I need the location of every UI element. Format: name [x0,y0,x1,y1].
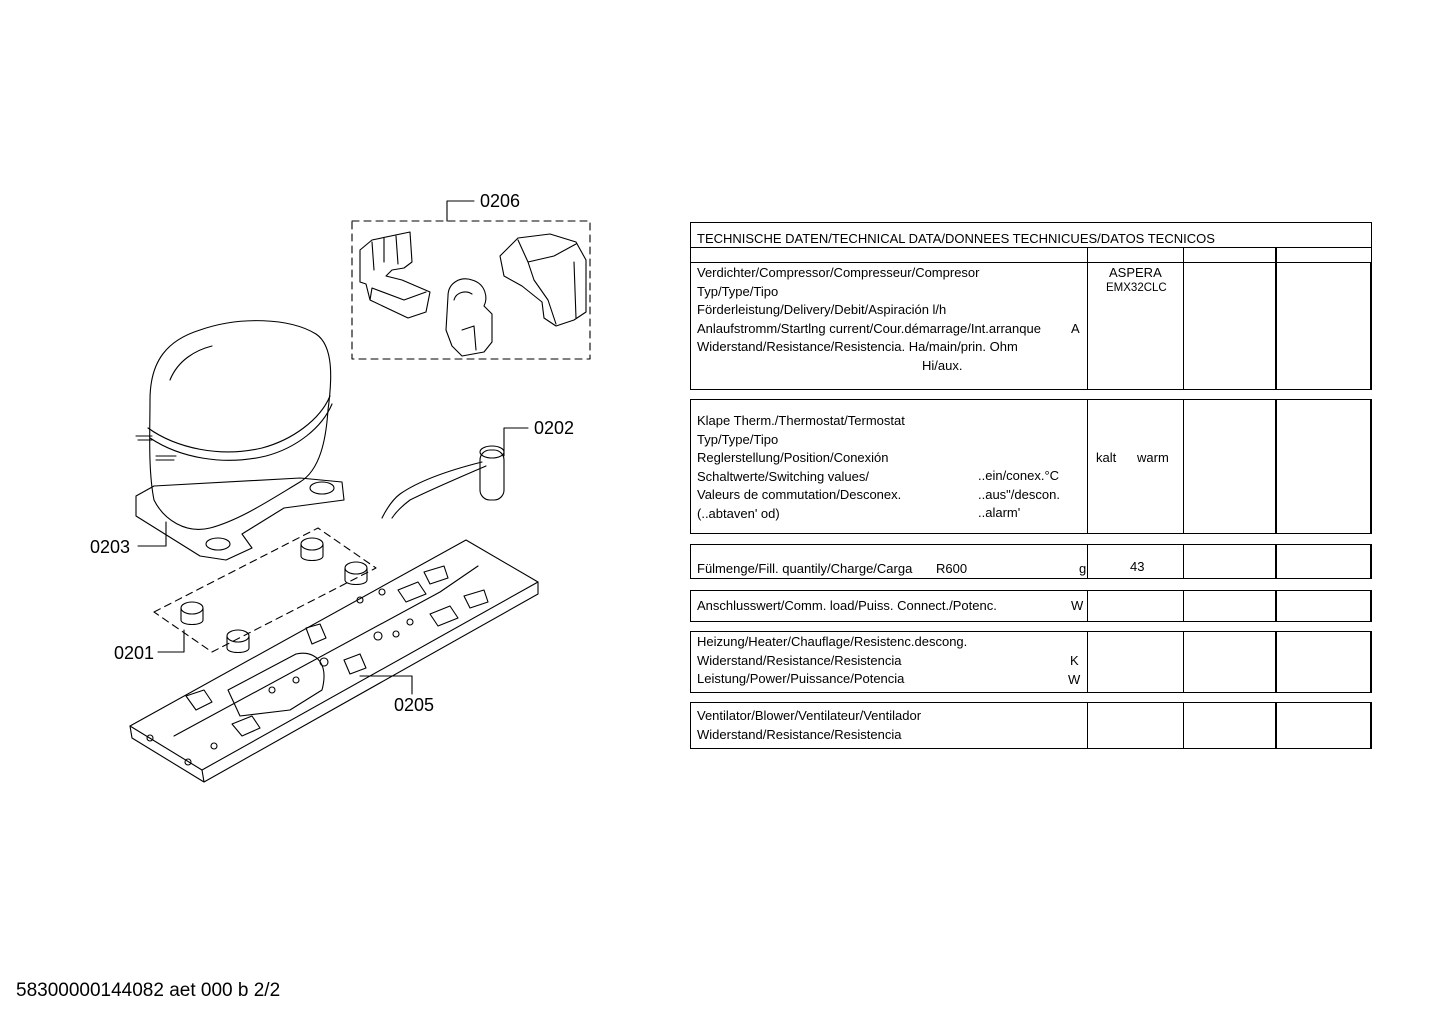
kalt-label: kalt [1096,450,1117,465]
starter-relay [446,279,492,356]
compressor-section [690,263,1372,390]
suction-pipe [136,436,176,460]
thermostat-line: Schaltwerte/Switching values/ [697,468,869,484]
relay-cover-kit [352,201,590,359]
blower-section [690,702,1372,749]
heater-section [690,631,1372,693]
fill-value: 43 [1130,559,1145,574]
heater-line: Heizung/Heater/Chauflage/Resistenc.descong. [697,634,968,649]
document-reference: 58300000144082 aet 000 b 2/2 [16,980,281,1001]
compressor-model: EMX32CLC [1106,282,1167,294]
callout-0202: 0202 [534,418,575,438]
connected-load-section [690,590,1372,622]
ein-label: ..ein/conex.°C [978,468,1060,483]
highlight-line [170,346,212,380]
housing-weld-seam [148,396,330,452]
heater-line: Widerstand/Resistance/Resistencia [697,652,902,668]
leader-0201 [158,630,184,652]
grommet [227,630,249,653]
mount-hole [310,482,334,494]
callout-0201: 0201 [114,643,155,663]
thermostat-line: Typ/Type/Tipo [697,431,779,447]
grommet [181,602,203,625]
heater-unit-k: K [1070,653,1079,668]
kit-dashed-frame [352,221,590,359]
table-title: TECHNISCHE DATEN/TECHNICAL DATA/DONNEES TECHNICUES/DATOS TECNICOS [697,231,1215,246]
compressor-maker: ASPERA [1109,265,1162,280]
leader-0202 [504,428,528,456]
compressor-line: Typ/Type/Tipo [697,283,779,299]
mounting-rail [130,540,538,782]
callout-0203: 0203 [90,537,131,557]
unit-ampere: A [1071,321,1080,336]
thermostat-line: Klape Therm./Thermostat/Termostat [697,413,905,428]
grommet [345,562,367,585]
compressor-line: Verdichter/Compressor/Compresseur/Compresor [697,265,980,280]
compressor-line: Förderleistung/Delivery/Debit/Aspiración l/h [697,302,947,318]
terminal-cover [500,234,586,326]
blower-line: Widerstand/Resistance/Resistencia [697,726,902,742]
relay-bracket [360,232,430,318]
capacitor [382,428,528,518]
compressor-base-plate [136,478,344,560]
rail-flange [130,582,538,782]
refrigerant-type: R600 [936,561,968,576]
blower-line: Ventilator/Blower/Ventilateur/Ventilador [697,708,922,723]
heater-line: Leistung/Power/Puissance/Potencia [697,671,905,687]
alarm-label: ..alarm' [978,505,1021,520]
compressor [136,321,344,560]
rail-slots [186,566,488,736]
compressor-line: Widerstand/Resistance/Resistencia. Ha/main/prin. Ohm [697,339,1018,355]
fill-unit: g [1079,561,1087,576]
warm-label: warm [1137,450,1169,465]
connected-load-label: Anschlusswert/Comm. load/Puiss. Connect./Potenc. [697,598,997,613]
fill-label: Fülmenge/Fill. quantily/Charge/Carga [697,561,913,576]
connected-load-unit: W [1071,598,1084,613]
hi-aux-label: Hi/aux. [922,358,963,373]
thermostat-section [690,399,1372,534]
heater-unit-w: W [1068,672,1081,687]
leader-0205 [360,676,412,694]
kit-leader-line [447,201,474,221]
mount-hole [206,538,230,550]
callout-0205: 0205 [394,695,435,715]
fill-quantity-section [690,544,1372,579]
thermostat-line: (..abtaven' od) [697,505,780,521]
aus-label: ..aus"/descon. [978,487,1060,502]
grommet [301,538,323,561]
rubber-grommets [154,528,376,653]
grommet-dashed-frame [154,528,376,652]
callout-0206: 0206 [480,191,521,211]
thermostat-line: Valeurs de commutation/Desconex. [697,487,902,503]
compressor-housing [150,321,331,530]
compressor-line: Anlaufstromm/Startlng current/Cour.démarrage/Int.arranque [697,320,1041,336]
table-header [690,222,1372,263]
thermostat-line: Reglerstellung/Position/Conexión [697,450,889,466]
rail-outline [130,540,538,770]
capacitor-wires [382,462,486,518]
